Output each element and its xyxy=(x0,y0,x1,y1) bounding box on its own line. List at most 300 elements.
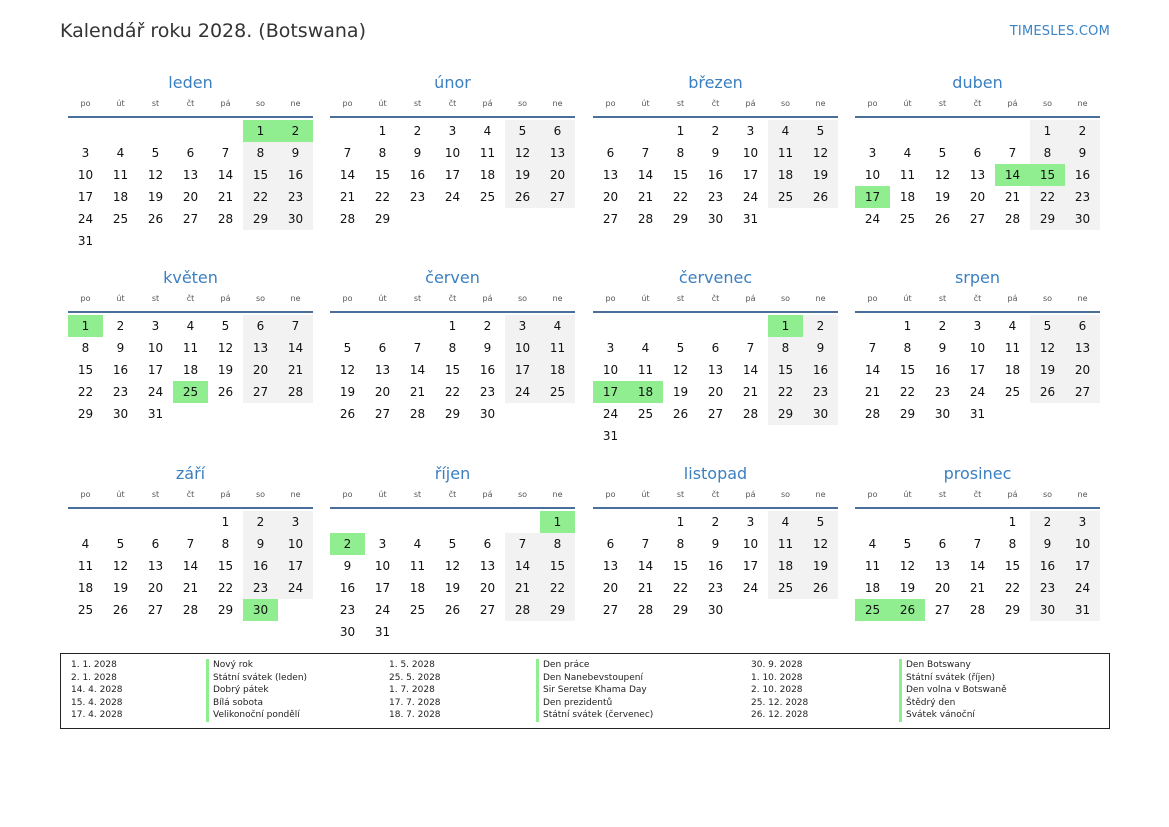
day-cell: 7 xyxy=(641,537,650,551)
day-cell: 25 xyxy=(899,212,916,226)
day-cell: 22 xyxy=(1004,581,1021,595)
day-cell: 2 xyxy=(1065,120,1100,142)
day-cell: 3 xyxy=(606,341,615,355)
weekday-label: st xyxy=(676,490,685,499)
weekday-label: pá xyxy=(482,99,493,108)
day-cell: 19 xyxy=(672,385,689,399)
legend-holiday-name: Den volna v Botswaně xyxy=(899,684,1007,697)
legend-names-column xyxy=(899,659,1007,722)
weekday-label: út xyxy=(903,490,912,499)
weekday-label: pá xyxy=(220,99,231,108)
day-cell: 5 xyxy=(803,511,838,533)
day-cell: 26 xyxy=(147,212,164,226)
day-cell: 8 xyxy=(1030,142,1065,164)
day-cell: 13 xyxy=(374,363,391,377)
day-cell: 14 xyxy=(637,559,654,573)
weekday-label: čt xyxy=(448,294,457,303)
weekday-label: st xyxy=(938,99,947,108)
weekday-label: ne xyxy=(290,294,301,303)
day-cell: 30 xyxy=(112,407,129,421)
empty-cell xyxy=(663,315,698,337)
day-cell: 13 xyxy=(602,559,619,573)
legend-date: 18. 7. 2028 xyxy=(389,710,441,721)
day-grid xyxy=(330,511,575,643)
day-cell: 30 xyxy=(339,625,356,639)
empty-cell xyxy=(733,315,768,337)
month-7 xyxy=(593,267,838,447)
day-cell: 10 xyxy=(742,146,759,160)
legend-date: 25. 5. 2028 xyxy=(389,672,441,683)
day-cell: 31 xyxy=(77,234,94,248)
weekday-label: čt xyxy=(711,490,720,499)
day-cell: 28 xyxy=(864,407,881,421)
legend-names-column xyxy=(536,659,653,722)
holiday-cell: 17 xyxy=(593,381,628,403)
day-cell: 4 xyxy=(413,537,422,551)
day-cell: 12 xyxy=(803,533,838,555)
weekday-label: čt xyxy=(186,294,195,303)
day-grid xyxy=(855,315,1100,425)
day-cell: 1 xyxy=(448,319,457,333)
day-cell: 13 xyxy=(934,559,951,573)
weekday-header xyxy=(68,293,313,313)
day-cell: 26 xyxy=(1030,381,1065,403)
month-title: listopad xyxy=(683,464,748,483)
weekday-label: po xyxy=(867,294,878,303)
day-cell: 2 xyxy=(116,319,125,333)
day-cell: 13 xyxy=(540,142,575,164)
day-cell: 1 xyxy=(221,515,230,529)
weekday-label: so xyxy=(517,99,528,108)
holiday-cell: 25 xyxy=(855,599,890,621)
day-cell: 8 xyxy=(81,341,90,355)
empty-cell xyxy=(103,120,138,142)
day-cell: 29 xyxy=(77,407,94,421)
day-cell: 19 xyxy=(339,385,356,399)
brand-logo[interactable]: TIMESLES.COM xyxy=(1009,24,1110,39)
day-cell: 6 xyxy=(243,315,278,337)
day-cell: 12 xyxy=(505,142,540,164)
empty-cell xyxy=(628,120,663,142)
legend-dates-column xyxy=(71,659,123,722)
day-cell: 20 xyxy=(707,385,724,399)
legend-holiday-name: Velikonoční pondělí xyxy=(206,709,307,722)
weekday-label: st xyxy=(413,99,422,108)
legend-holiday-name: Bílá sobota xyxy=(206,697,307,710)
month-3 xyxy=(593,72,838,230)
holiday-cell: 2 xyxy=(330,533,365,555)
day-cell: 21 xyxy=(969,581,986,595)
day-cell: 8 xyxy=(676,537,685,551)
day-cell: 31 xyxy=(1065,599,1100,621)
day-cell: 15 xyxy=(899,363,916,377)
weekday-header xyxy=(855,293,1100,313)
legend-holiday-name: Den prezidentů xyxy=(536,697,653,710)
day-cell: 19 xyxy=(217,363,234,377)
month-6 xyxy=(330,267,575,425)
day-cell: 8 xyxy=(768,337,803,359)
day-cell: 5 xyxy=(448,537,457,551)
day-cell: 26 xyxy=(505,186,540,208)
weekday-header xyxy=(330,489,575,509)
day-cell: 5 xyxy=(116,537,125,551)
empty-cell xyxy=(995,120,1030,142)
day-cell: 27 xyxy=(243,381,278,403)
day-cell: 15 xyxy=(374,168,391,182)
empty-cell xyxy=(960,511,995,533)
month-9 xyxy=(68,463,313,621)
weekday-label: po xyxy=(867,99,878,108)
day-cell: 2 xyxy=(711,124,720,138)
weekday-label: so xyxy=(780,294,791,303)
day-cell: 3 xyxy=(151,319,160,333)
day-cell: 9 xyxy=(711,537,720,551)
day-cell: 14 xyxy=(742,363,759,377)
day-cell: 5 xyxy=(1030,315,1065,337)
day-cell: 9 xyxy=(243,533,278,555)
weekday-label: po xyxy=(342,99,353,108)
day-cell: 22 xyxy=(374,190,391,204)
day-cell: 18 xyxy=(112,190,129,204)
month-10 xyxy=(330,463,575,643)
day-cell: 8 xyxy=(676,146,685,160)
day-cell: 3 xyxy=(746,515,755,529)
day-cell: 11 xyxy=(864,559,881,573)
day-cell: 12 xyxy=(444,559,461,573)
day-cell: 4 xyxy=(868,537,877,551)
day-cell: 26 xyxy=(217,385,234,399)
day-cell: 29 xyxy=(1030,208,1065,230)
day-cell: 26 xyxy=(934,212,951,226)
day-cell: 17 xyxy=(77,190,94,204)
day-cell: 14 xyxy=(864,363,881,377)
day-cell: 28 xyxy=(278,381,313,403)
day-cell: 24 xyxy=(602,407,619,421)
day-cell: 25 xyxy=(77,603,94,617)
day-cell: 5 xyxy=(903,537,912,551)
weekday-label: út xyxy=(116,490,125,499)
day-cell: 18 xyxy=(768,555,803,577)
day-cell: 9 xyxy=(483,341,492,355)
day-grid xyxy=(855,120,1100,230)
day-cell: 8 xyxy=(903,341,912,355)
day-grid xyxy=(68,511,313,621)
weekday-label: st xyxy=(151,294,160,303)
day-grid xyxy=(68,315,313,425)
day-cell: 22 xyxy=(768,381,803,403)
legend-holiday-name: Sir Seretse Khama Day xyxy=(536,684,653,697)
day-grid xyxy=(330,120,575,230)
day-cell: 8 xyxy=(378,146,387,160)
day-cell: 23 xyxy=(339,603,356,617)
weekday-label: po xyxy=(605,294,616,303)
holiday-cell: 2 xyxy=(278,120,313,142)
day-cell: 4 xyxy=(641,341,650,355)
day-cell: 2 xyxy=(711,515,720,529)
day-cell: 26 xyxy=(339,407,356,421)
weekday-header xyxy=(593,489,838,509)
weekday-header xyxy=(855,489,1100,509)
day-cell: 26 xyxy=(444,603,461,617)
day-cell: 31 xyxy=(147,407,164,421)
day-cell: 10 xyxy=(147,341,164,355)
empty-cell xyxy=(435,511,470,533)
day-cell: 18 xyxy=(409,581,426,595)
month-title: březen xyxy=(688,73,743,92)
day-cell: 27 xyxy=(479,603,496,617)
day-cell: 18 xyxy=(864,581,881,595)
day-cell: 7 xyxy=(413,341,422,355)
legend-date: 15. 4. 2028 xyxy=(71,697,123,708)
day-cell: 4 xyxy=(768,120,803,142)
day-cell: 6 xyxy=(973,146,982,160)
weekday-label: po xyxy=(867,490,878,499)
empty-cell xyxy=(68,120,103,142)
day-cell: 13 xyxy=(1065,337,1100,359)
empty-cell xyxy=(890,511,925,533)
holiday-cell: 1 xyxy=(768,315,803,337)
day-cell: 10 xyxy=(505,337,540,359)
empty-cell xyxy=(138,120,173,142)
empty-cell xyxy=(890,120,925,142)
day-cell: 27 xyxy=(182,212,199,226)
day-cell: 11 xyxy=(112,168,129,182)
weekday-label: po xyxy=(80,294,91,303)
weekday-label: pá xyxy=(1007,490,1018,499)
weekday-label: pá xyxy=(220,294,231,303)
weekday-label: so xyxy=(517,490,528,499)
weekday-label: ne xyxy=(815,490,826,499)
day-grid xyxy=(593,511,838,621)
weekday-label: st xyxy=(938,294,947,303)
day-cell: 21 xyxy=(505,577,540,599)
day-cell: 16 xyxy=(339,581,356,595)
day-cell: 14 xyxy=(505,555,540,577)
day-cell: 7 xyxy=(1008,146,1017,160)
weekday-label: čt xyxy=(448,490,457,499)
holiday-cell: 25 xyxy=(173,381,208,403)
weekday-header xyxy=(593,293,838,313)
day-cell: 27 xyxy=(707,407,724,421)
day-cell: 1 xyxy=(903,319,912,333)
weekday-label: po xyxy=(80,490,91,499)
day-cell: 22 xyxy=(672,190,689,204)
day-cell: 19 xyxy=(803,164,838,186)
day-cell: 23 xyxy=(479,385,496,399)
day-cell: 6 xyxy=(1065,315,1100,337)
day-cell: 19 xyxy=(934,190,951,204)
day-cell: 29 xyxy=(374,212,391,226)
day-cell: 10 xyxy=(278,533,313,555)
day-cell: 21 xyxy=(409,385,426,399)
day-cell: 19 xyxy=(112,581,129,595)
day-cell: 21 xyxy=(1004,190,1021,204)
day-cell: 12 xyxy=(1030,337,1065,359)
day-cell: 24 xyxy=(742,190,759,204)
weekday-label: ne xyxy=(552,294,563,303)
month-title: červenec xyxy=(678,268,753,287)
day-cell: 19 xyxy=(803,555,838,577)
day-cell: 8 xyxy=(243,142,278,164)
weekday-label: ne xyxy=(290,490,301,499)
day-cell: 16 xyxy=(243,555,278,577)
holiday-cell: 30 xyxy=(243,599,278,621)
day-cell: 25 xyxy=(768,186,803,208)
weekday-header xyxy=(593,98,838,118)
day-cell: 15 xyxy=(217,559,234,573)
weekday-label: út xyxy=(378,294,387,303)
day-cell: 30 xyxy=(707,212,724,226)
day-cell: 21 xyxy=(742,385,759,399)
empty-cell xyxy=(365,511,400,533)
month-2 xyxy=(330,72,575,230)
weekday-label: ne xyxy=(552,99,563,108)
day-cell: 23 xyxy=(409,190,426,204)
legend-holiday-name: Den Botswany xyxy=(899,659,1007,672)
day-cell: 15 xyxy=(672,559,689,573)
day-cell: 16 xyxy=(934,363,951,377)
legend-date: 14. 4. 2028 xyxy=(71,685,123,696)
holiday-cell: 15 xyxy=(1030,164,1065,186)
day-grid xyxy=(68,120,313,252)
holiday-legend xyxy=(60,653,1110,729)
weekday-label: čt xyxy=(711,294,720,303)
empty-cell xyxy=(138,511,173,533)
day-cell: 23 xyxy=(707,190,724,204)
day-grid xyxy=(593,315,838,447)
weekday-label: út xyxy=(116,99,125,108)
weekday-label: so xyxy=(255,294,266,303)
day-cell: 28 xyxy=(969,603,986,617)
day-cell: 25 xyxy=(1004,385,1021,399)
day-cell: 20 xyxy=(1065,359,1100,381)
empty-cell xyxy=(925,511,960,533)
weekday-label: ne xyxy=(290,99,301,108)
day-cell: 16 xyxy=(112,363,129,377)
day-cell: 25 xyxy=(409,603,426,617)
day-cell: 27 xyxy=(147,603,164,617)
day-cell: 8 xyxy=(221,537,230,551)
day-cell: 23 xyxy=(1065,186,1100,208)
weekday-label: čt xyxy=(973,490,982,499)
legend-dates-column xyxy=(389,659,441,722)
day-cell: 10 xyxy=(742,537,759,551)
legend-date: 1. 10. 2028 xyxy=(751,672,803,683)
day-cell: 20 xyxy=(479,581,496,595)
legend-holiday-name: Den Nanebevstoupení xyxy=(536,672,653,685)
weekday-label: st xyxy=(938,490,947,499)
day-cell: 12 xyxy=(217,341,234,355)
weekday-label: pá xyxy=(1007,294,1018,303)
day-cell: 27 xyxy=(602,212,619,226)
day-cell: 26 xyxy=(803,577,838,599)
day-cell: 14 xyxy=(217,168,234,182)
day-cell: 13 xyxy=(147,559,164,573)
holiday-cell: 1 xyxy=(540,511,575,533)
day-cell: 6 xyxy=(540,120,575,142)
day-cell: 14 xyxy=(969,559,986,573)
holiday-cell: 1 xyxy=(68,315,103,337)
legend-date: 1. 1. 2028 xyxy=(71,660,117,670)
page-title: Kalendář roku 2028. (Botswana) xyxy=(60,20,366,42)
day-cell: 26 xyxy=(112,603,129,617)
day-cell: 15 xyxy=(768,359,803,381)
empty-cell xyxy=(330,511,365,533)
weekday-label: út xyxy=(903,294,912,303)
day-cell: 12 xyxy=(803,142,838,164)
day-cell: 27 xyxy=(540,186,575,208)
day-cell: 7 xyxy=(973,537,982,551)
day-cell: 19 xyxy=(899,581,916,595)
day-cell: 9 xyxy=(1030,533,1065,555)
day-cell: 2 xyxy=(1030,511,1065,533)
day-cell: 4 xyxy=(903,146,912,160)
day-cell: 3 xyxy=(278,511,313,533)
day-cell: 15 xyxy=(77,363,94,377)
month-5 xyxy=(68,267,313,425)
day-cell: 5 xyxy=(151,146,160,160)
day-cell: 20 xyxy=(147,581,164,595)
day-cell: 20 xyxy=(602,581,619,595)
legend-date: 1. 7. 2028 xyxy=(389,685,435,696)
legend-date: 2. 1. 2028 xyxy=(71,672,117,683)
day-cell: 22 xyxy=(540,577,575,599)
weekday-label: pá xyxy=(482,294,493,303)
day-cell: 18 xyxy=(1004,363,1021,377)
day-cell: 31 xyxy=(969,407,986,421)
day-cell: 27 xyxy=(969,212,986,226)
weekday-label: út xyxy=(641,99,650,108)
day-cell: 10 xyxy=(374,559,391,573)
day-cell: 5 xyxy=(505,120,540,142)
day-cell: 21 xyxy=(182,581,199,595)
legend-holiday-name: Štědrý den xyxy=(899,697,1007,710)
day-cell: 9 xyxy=(116,341,125,355)
weekday-label: so xyxy=(1042,490,1053,499)
weekday-label: so xyxy=(1042,294,1053,303)
day-cell: 13 xyxy=(243,337,278,359)
weekday-label: čt xyxy=(448,99,457,108)
empty-cell xyxy=(505,511,540,533)
day-cell: 13 xyxy=(182,168,199,182)
day-cell: 22 xyxy=(899,385,916,399)
day-cell: 29 xyxy=(243,208,278,230)
day-cell: 3 xyxy=(746,124,755,138)
day-cell: 11 xyxy=(409,559,426,573)
day-cell: 6 xyxy=(378,341,387,355)
month-1 xyxy=(68,72,313,252)
day-cell: 24 xyxy=(77,212,94,226)
weekday-label: pá xyxy=(220,490,231,499)
empty-cell xyxy=(925,120,960,142)
weekday-label: út xyxy=(903,99,912,108)
day-cell: 25 xyxy=(540,381,575,403)
weekday-label: čt xyxy=(711,99,720,108)
day-cell: 12 xyxy=(147,168,164,182)
weekday-label: st xyxy=(676,294,685,303)
day-cell: 16 xyxy=(409,168,426,182)
day-cell: 14 xyxy=(637,168,654,182)
day-cell: 17 xyxy=(147,363,164,377)
day-cell: 14 xyxy=(278,337,313,359)
month-title: leden xyxy=(168,73,213,92)
day-cell: 15 xyxy=(540,555,575,577)
day-cell: 21 xyxy=(278,359,313,381)
day-cell: 1 xyxy=(676,124,685,138)
day-cell: 4 xyxy=(186,319,195,333)
month-8 xyxy=(855,267,1100,425)
day-cell: 7 xyxy=(746,341,755,355)
